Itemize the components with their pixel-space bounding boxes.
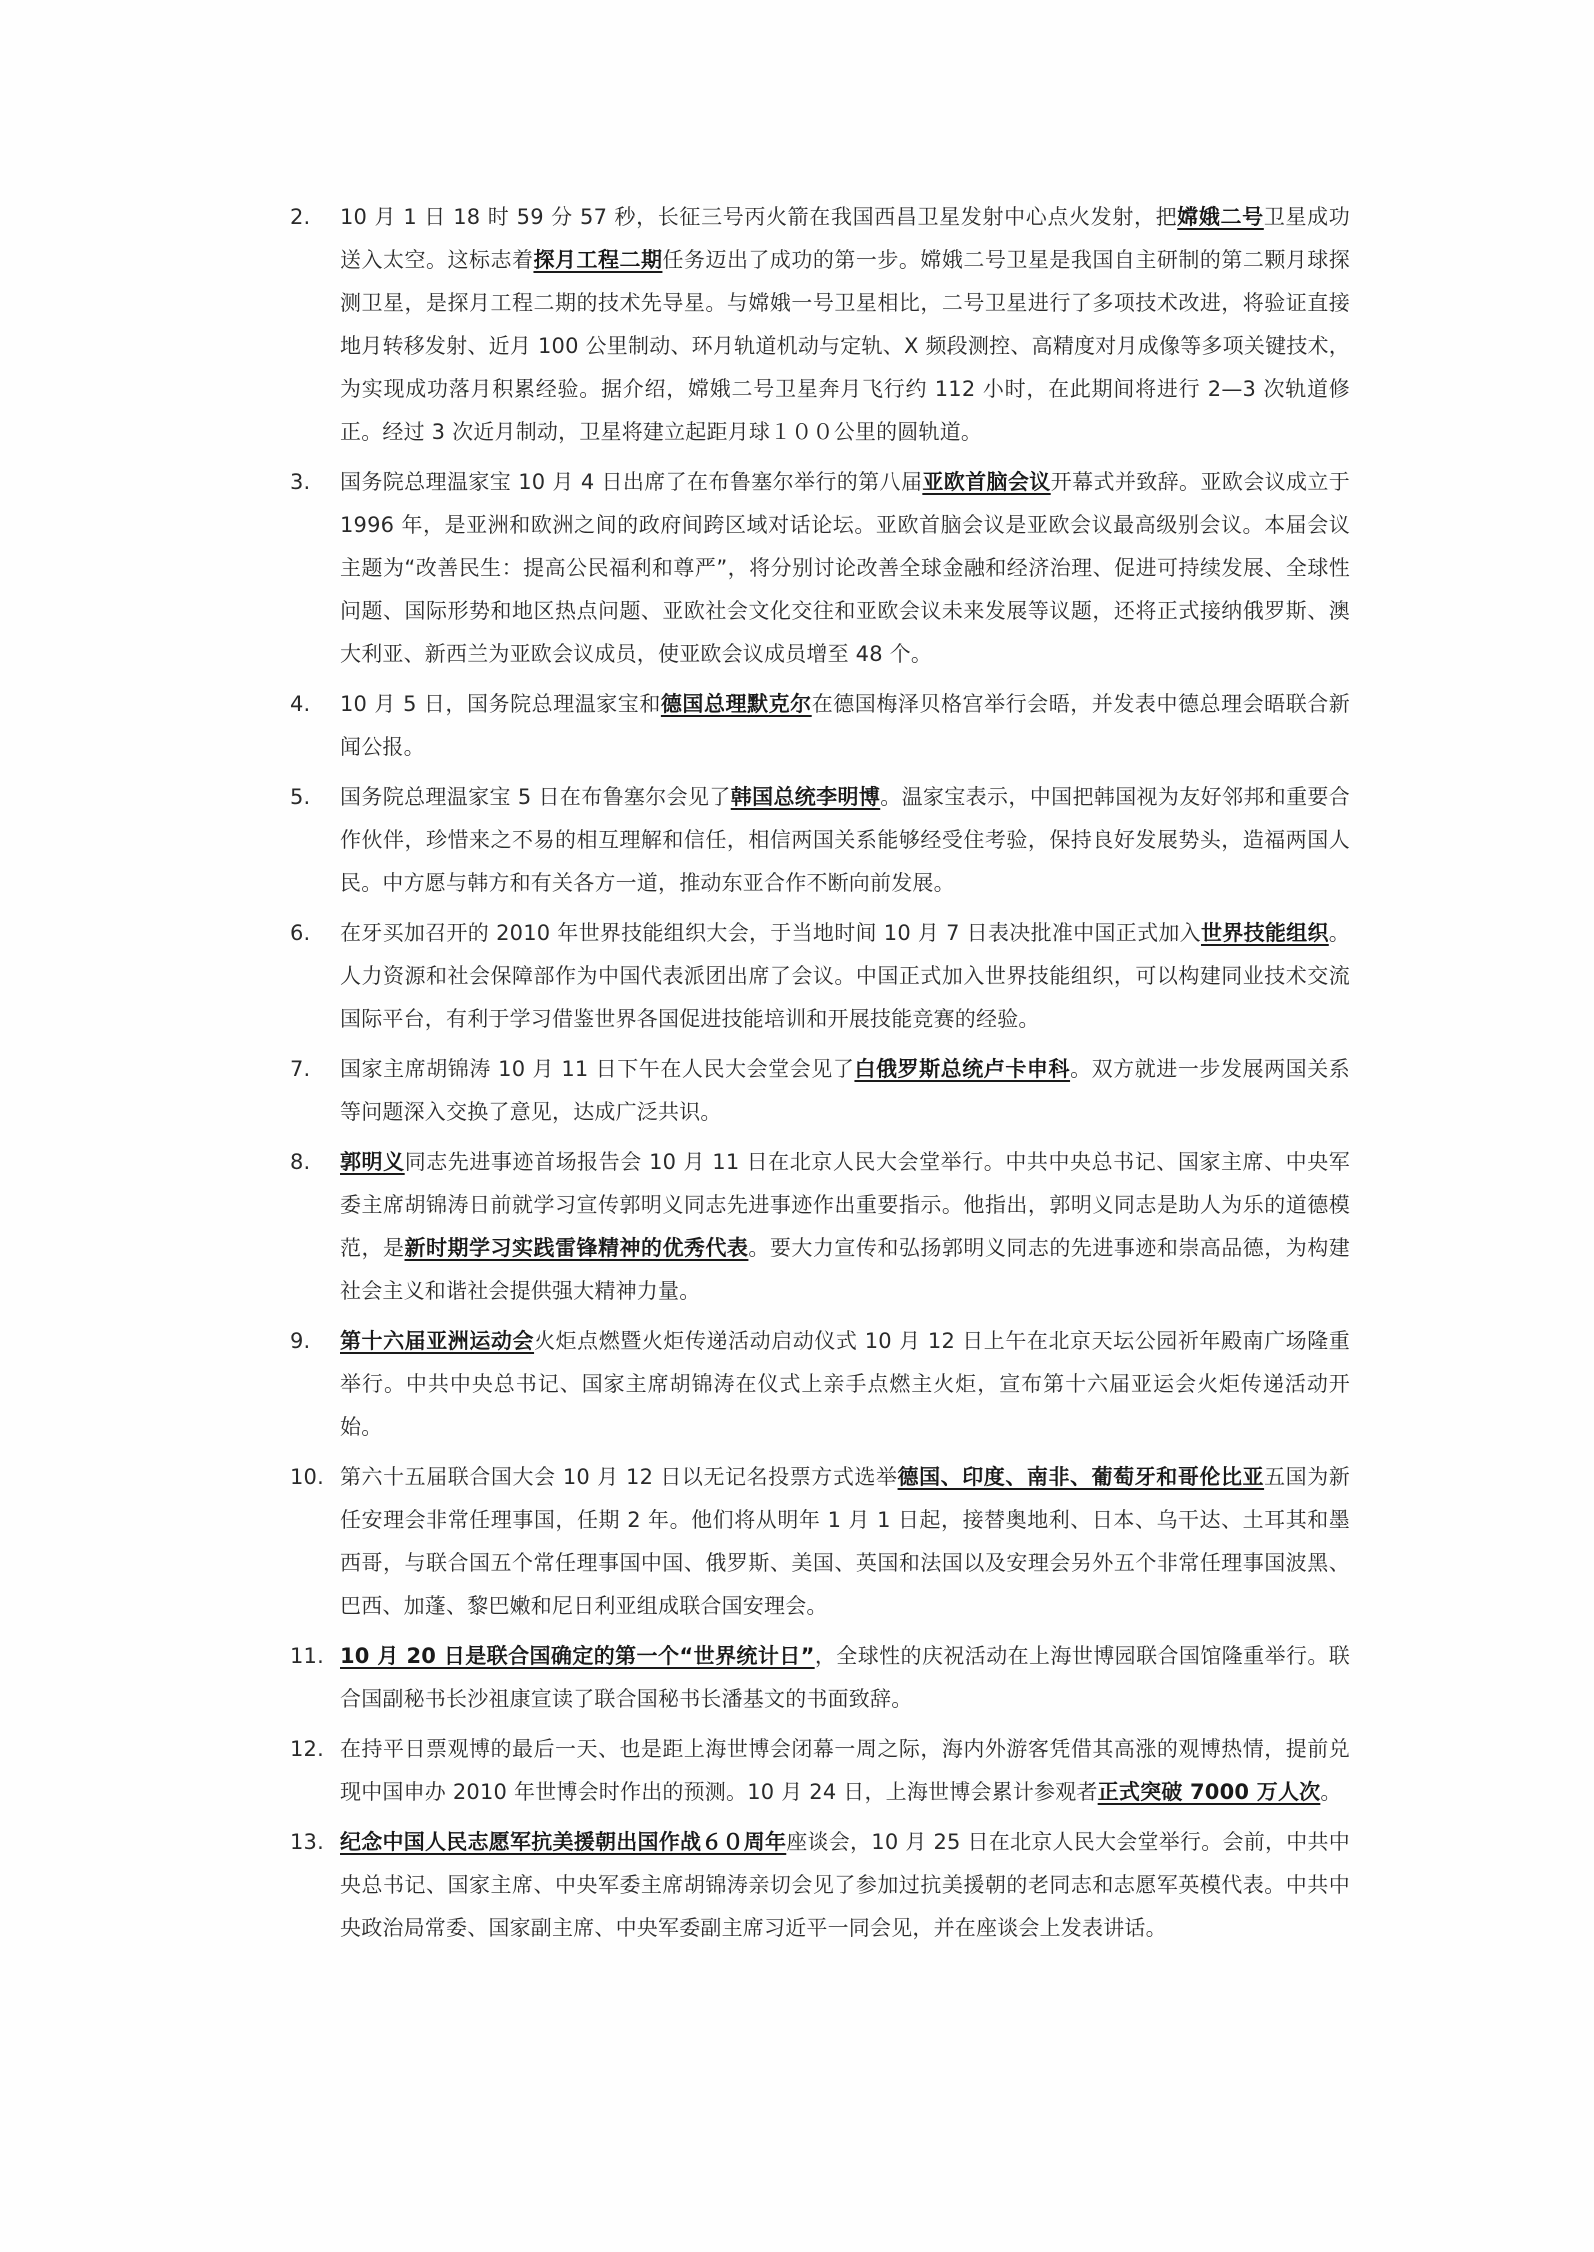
- item-number: 4.: [290, 692, 311, 716]
- text-segment: ，全球性的庆祝活动在上海世博园联合国馆隆重举行。联合国副秘书长沙祖康宣读了联合国秘书长潘基文的书面致辞。: [340, 1644, 1351, 1711]
- text-segment: 。: [1320, 1780, 1342, 1804]
- highlighted-term: 世界技能组织: [1200, 921, 1329, 945]
- news-item: [290, 1456, 1350, 1628]
- item-number: 6.: [290, 921, 311, 945]
- highlighted-term: 第十六届亚洲运动会: [340, 1329, 535, 1353]
- item-text: [340, 785, 1350, 895]
- text-segment: 国家主席胡锦涛 10 月 11 日下午在人民大会堂会见了: [340, 1057, 855, 1081]
- highlighted-term: 探月工程二期: [533, 248, 663, 272]
- item-number: 5.: [290, 785, 311, 809]
- text-segment: 同志先进事迹首场报告会 10 月 11 日在北京人民大会堂举行。中共中央总书记、国家主席、中央军委主席胡锦涛日前就学习宣传郭明义同志先进事迹作出重要指示。他指出，郭明义同志是助人为乐的道德模范，是: [340, 1150, 1350, 1260]
- news-item: [290, 1141, 1350, 1313]
- item-number: 12.: [290, 1737, 324, 1761]
- highlighted-term: 嫦娥二号: [1177, 205, 1264, 229]
- item-number: 7.: [290, 1057, 311, 1081]
- item-text: [340, 1830, 1350, 1940]
- text-segment: 。人力资源和社会保障部作为中国代表派团出席了会议。中国正式加入世界技能组织，可以构建同业技术交流国际平台，有利于学习借鉴世界各国促进技能培训和开展技能竞赛的经验。: [340, 921, 1350, 1031]
- news-item: [290, 683, 1350, 769]
- news-item: [290, 1635, 1350, 1721]
- highlighted-term: 白俄罗斯总统卢卡申科: [854, 1057, 1071, 1081]
- highlighted-term: 郭明义: [340, 1150, 405, 1174]
- text-segment: 国务院总理温家宝 10 月 4 日出席了在布鲁塞尔举行的第八届: [340, 470, 923, 494]
- item-text: [340, 1057, 1350, 1124]
- item-number: 3.: [290, 470, 311, 494]
- highlighted-term: 纪念中国人民志愿军抗美援朝出国作战６０周年: [340, 1830, 787, 1854]
- text-segment: 五国为新任安理会非常任理事国，任期 2 年。他们将从明年 1 月 1 日起，接替奥地利、日本、乌干达、土耳其和墨西哥，与联合国五个常任理事国中国、俄罗斯、美国、英国和法国以及安理会另外五个非常任理事国波黑、巴西、加蓬、黎巴嫩和尼日利亚组成联合国安理会。: [340, 1465, 1350, 1618]
- item-number: 13.: [290, 1830, 324, 1854]
- item-text: [340, 1465, 1350, 1618]
- item-text: [340, 470, 1350, 666]
- news-item: [290, 196, 1350, 454]
- highlighted-term: 德国总理默克尔: [660, 692, 812, 716]
- news-item: [290, 1048, 1350, 1134]
- text-segment: 。双方就进一步发展两国关系等问题深入交换了意见，达成广泛共识。: [340, 1057, 1351, 1124]
- news-item: [290, 1821, 1350, 1950]
- highlighted-term: 新时期学习实践雷锋精神的优秀代表: [404, 1236, 749, 1260]
- text-segment: 座谈会，10 月 25 日在北京人民大会堂举行。会前，中共中央总书记、国家主席、中央军委主席胡锦涛亲切会见了参加过抗美援朝的老同志和志愿军英模代表。中共中央政治局常委、国家副主席、中央军委副主席习近平一同会见，并在座谈会上发表讲话。: [340, 1830, 1350, 1940]
- item-text: [340, 1329, 1350, 1439]
- text-segment: 卫星成功送入太空。这标志着: [340, 205, 1350, 272]
- text-segment: 国务院总理温家宝 5 日在布鲁塞尔会见了: [340, 785, 731, 809]
- text-segment: 开幕式并致辞。亚欧会议成立于 1996 年，是亚洲和欧洲之间的政府间跨区域对话论坛。亚欧首脑会议是亚欧会议最高级别会议。本届会议主题为“改善民生：提高公民福利和尊严”，将分别讨论改善全球金融和经济治理、促进可持续发展、全球性问题、国际形势和地区热点问题、亚欧社会文化交往和亚欧会议未来发展等议题，还将正式接纳俄罗斯、澳大利亚、新西兰为亚欧会议成员，使亚欧会议成员增至 48 个。: [340, 470, 1350, 666]
- text-segment: 。要大力宣传和弘扬郭明义同志的先进事迹和崇高品德，为构建社会主义和谐社会提供强大精神力量。: [340, 1236, 1350, 1303]
- text-segment: 在持平日票观博的最后一天、也是距上海世博会闭幕一周之际，海内外游客凭借其高涨的观博热情，提前兑现中国申办 2010 年世博会时作出的预测。10 月 24 日，上海世博会累计参观者: [340, 1737, 1350, 1804]
- text-segment: 火炬点燃暨火炬传递活动启动仪式 10 月 12 日上午在北京天坛公园祈年殿南广场隆重举行。中共中央总书记、国家主席胡锦涛在仪式上亲手点燃主火炬，宣布第十六届亚运会火炬传递活动开始。: [340, 1329, 1350, 1439]
- item-number: 10.: [290, 1465, 324, 1489]
- item-text: [340, 1150, 1350, 1303]
- highlighted-term: 亚欧首脑会议: [922, 470, 1051, 494]
- highlighted-term: 韩国总统李明博: [730, 785, 881, 809]
- item-text: [340, 205, 1350, 444]
- text-segment: 第六十五届联合国大会 10 月 12 日以无记名投票方式选举: [340, 1465, 898, 1489]
- news-item: [290, 1320, 1350, 1449]
- text-segment: 10 月 5 日，国务院总理温家宝和: [340, 692, 661, 716]
- text-segment: 任务迈出了成功的第一步。嫦娥二号卫星是我国自主研制的第二颗月球探测卫星，是探月工程二期的技术先导星。与嫦娥一号卫星相比，二号卫星进行了多项技术改进，将验证直接地月转移发射、近月 100 公里制动、环月轨道机动与定轨、X 频段测控、高精度对月成像等多项关键技术，为实现成功落月积累经验。据介绍，嫦娥二号卫星奔月飞行约 112 小时，在此期间将进行 2—3 次轨道修正。经过 3 次近月制动，卫星将建立起距月球１００公里的圆轨道。: [340, 248, 1351, 444]
- text-segment: 10 月 1 日 18 时 59 分 57 秒，长征三号丙火箭在我国西昌卫星发射中心点火发射，把: [340, 205, 1178, 229]
- news-item: [290, 461, 1350, 676]
- news-item: [290, 912, 1350, 1041]
- item-text: [340, 921, 1350, 1031]
- news-item: [290, 776, 1350, 905]
- item-number: 8.: [290, 1150, 311, 1174]
- news-list: [290, 196, 1350, 1957]
- news-item: [290, 1728, 1350, 1814]
- item-text: [340, 1644, 1350, 1711]
- highlighted-term: 德国、印度、南非、葡萄牙和哥伦比亚: [897, 1465, 1265, 1489]
- item-text: [340, 1737, 1350, 1804]
- item-number: 9.: [290, 1329, 311, 1353]
- text-segment: 在德国梅泽贝格宫举行会晤，并发表中德总理会晤联合新闻公报。: [340, 692, 1350, 759]
- highlighted-term: 10 月 20 日是联合国确定的第一个“世界统计日”: [340, 1644, 815, 1668]
- item-number: 2.: [290, 205, 311, 229]
- item-text: [340, 692, 1350, 759]
- text-segment: 。温家宝表示，中国把韩国视为友好邻邦和重要合作伙伴，珍惜来之不易的相互理解和信任，相信两国关系能够经受住考验，保持良好发展势头，造福两国人民。中方愿与韩方和有关各方一道，推动东亚合作不断向前发展。: [340, 785, 1350, 895]
- item-number: 11.: [290, 1644, 324, 1668]
- text-segment: 在牙买加召开的 2010 年世界技能组织大会，于当地时间 10 月 7 日表决批准中国正式加入: [340, 921, 1201, 945]
- highlighted-term: 正式突破 7000 万人次: [1097, 1780, 1321, 1804]
